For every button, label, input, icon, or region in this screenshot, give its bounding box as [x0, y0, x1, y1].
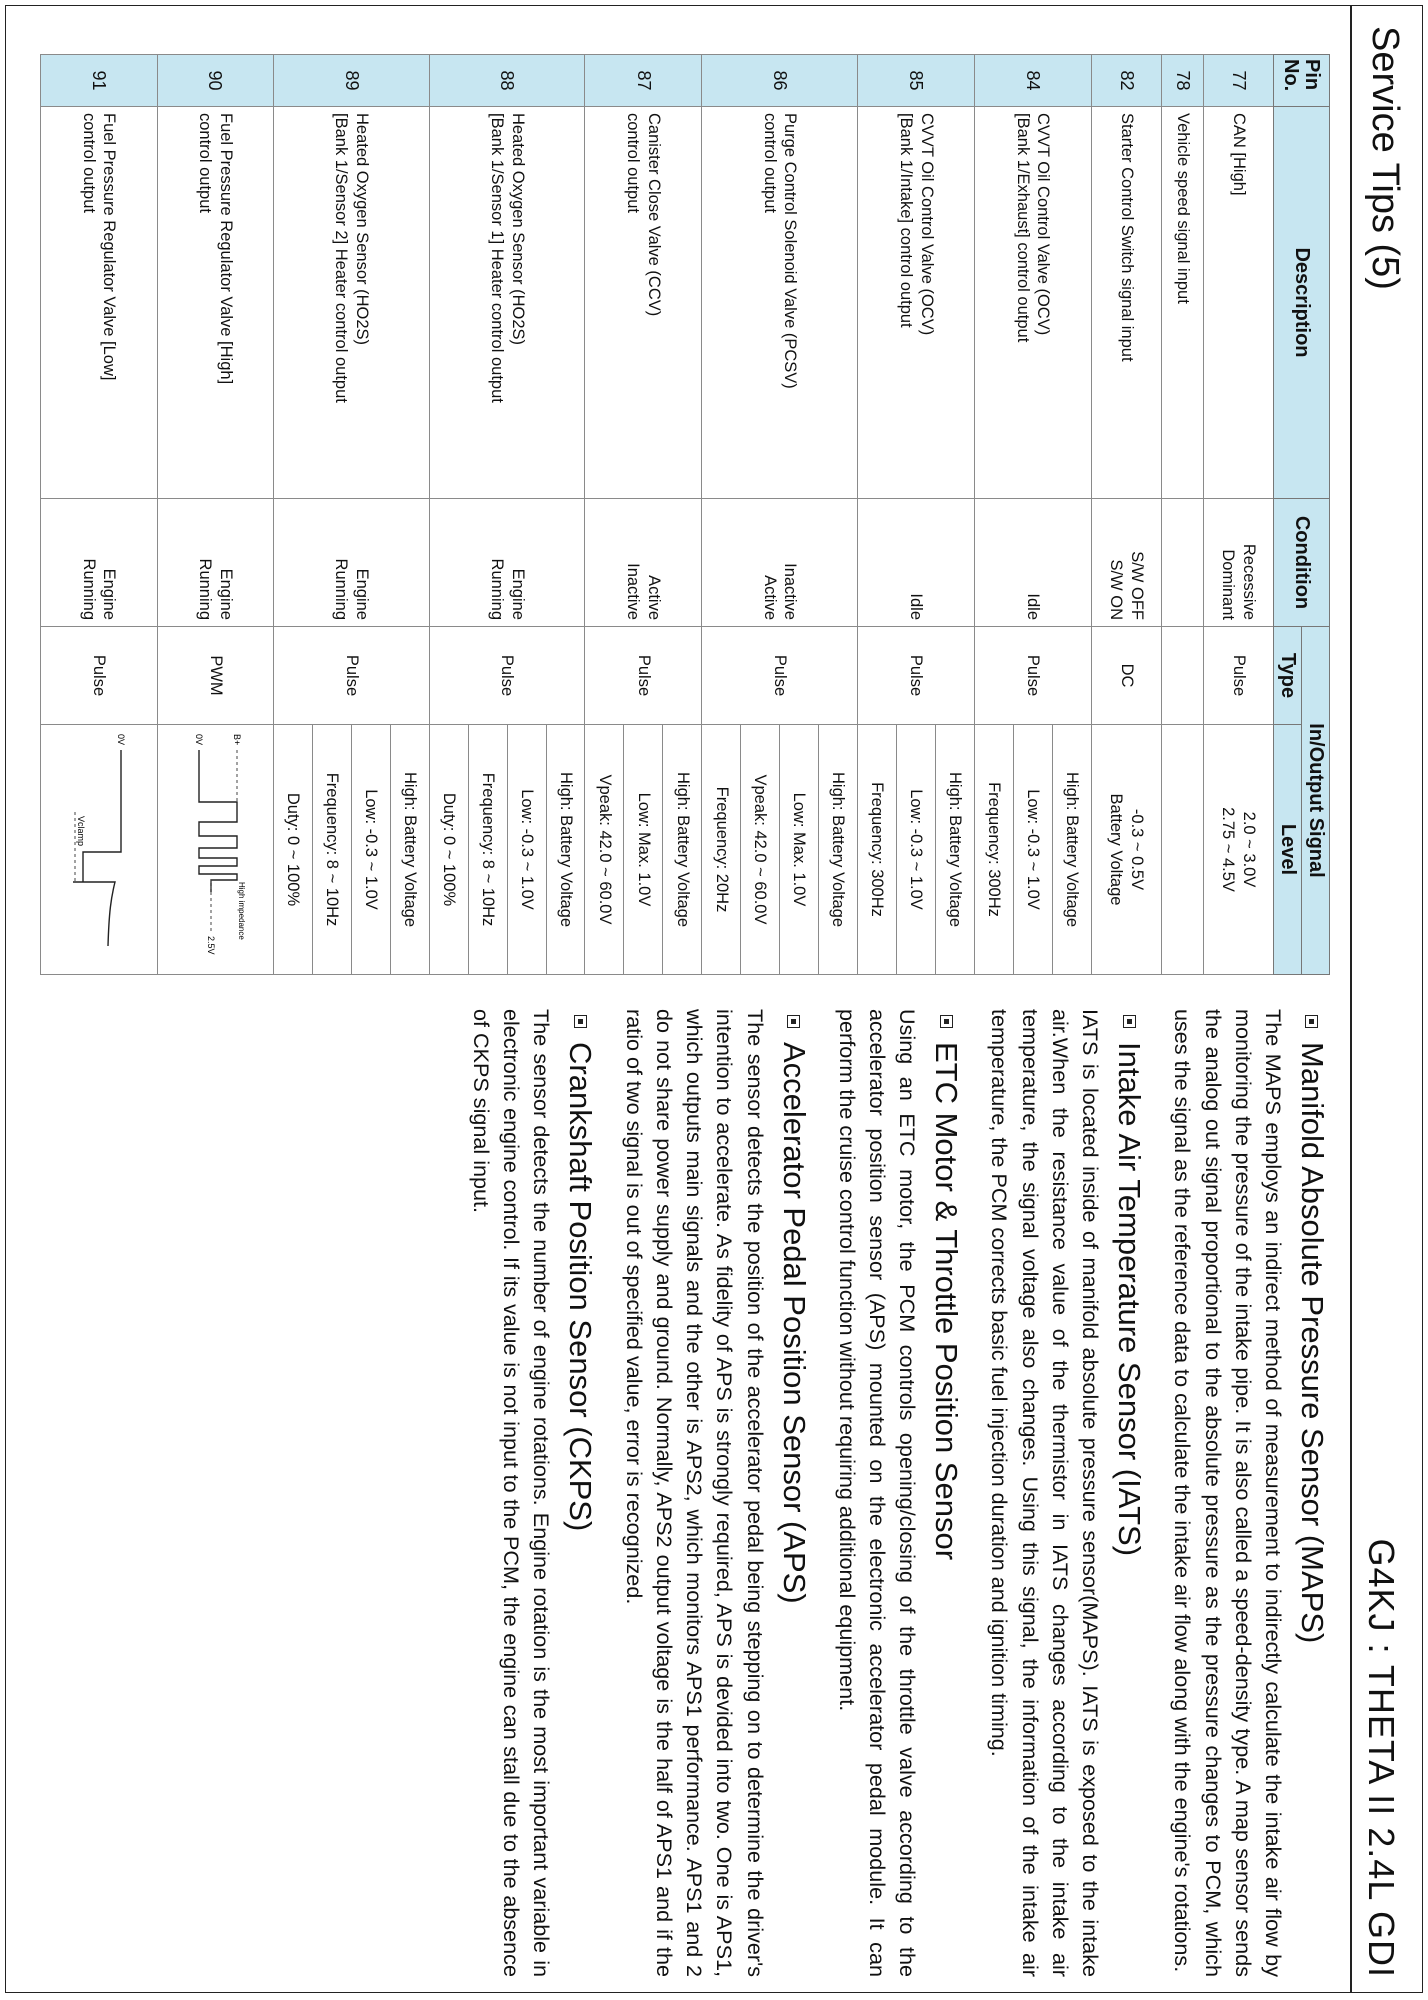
signal-level: Low: Max. 1.0V: [780, 725, 819, 975]
bplus-label: B+: [232, 733, 243, 745]
signal-type: Pulse: [1203, 627, 1273, 725]
topic-body: The sensor detects the position of the accelerator pedal being stepping on to determine the driver's intention to accelerate. As fidelity of APS is strongly required, APS is devided into two. One is APS1, which outputs main signals and the other is APS2, which monitors APS1 performance. APS1 and 2 do not share power supply and ground. Normally, APS2 output voltage is the half of APS1 and if the ratio of two signal is out of specified value, error is recognized.: [621, 1009, 768, 1977]
square-bullet-icon: [787, 1015, 800, 1028]
topic-section: [466, 1009, 599, 1977]
signal-description: Heated Oxygen Sensor (HO2S) [Bank 1/Sensor 2] Heater control output: [273, 107, 429, 499]
square-bullet-icon: [1123, 1015, 1136, 1028]
signal-level: High: Battery Voltage: [1052, 725, 1091, 975]
signal-type: [1161, 627, 1203, 725]
topic-heading: [928, 1009, 964, 1977]
signal-condition: Engine Running: [273, 499, 429, 627]
signal-description: Fuel Pressure Regulator Valve [High] control output: [157, 107, 273, 499]
signal-level: High: Battery Voltage: [819, 725, 858, 975]
signal-description: Starter Control Switch signal input: [1091, 107, 1161, 499]
signal-level: Frequency: 300Hz: [974, 725, 1013, 975]
topic-heading: [563, 1009, 599, 1977]
signal-condition: Idle: [858, 499, 975, 627]
signal-level: High: Battery Voltage: [935, 725, 974, 975]
signal-level: Duty: 0 ~ 100%: [429, 725, 468, 975]
signal-type: Pulse: [702, 627, 858, 725]
pin-number: 78: [1161, 55, 1203, 107]
topic-section: [832, 1009, 965, 1977]
table-row: [1052, 55, 1091, 975]
topic-title: Manifold Absolute Pressure Sensor (MAPS): [1295, 1042, 1330, 1644]
header-description: Description: [1274, 107, 1330, 499]
signal-description: CAN [High]: [1203, 107, 1273, 499]
signal-level: Frequency: 8 ~ 10Hz: [312, 725, 351, 975]
table-row: [935, 55, 974, 975]
table-body: [41, 55, 1274, 975]
signal-condition: Inactive Active: [702, 499, 858, 627]
pin-number: 87: [585, 55, 702, 107]
square-bullet-icon: [1306, 1015, 1319, 1028]
signal-condition: Idle: [974, 499, 1091, 627]
pin-number: 90: [157, 55, 273, 107]
pin-number: 89: [273, 55, 429, 107]
topic-body: IATS is located inside of manifold absolute pressure sensor(MAPS). IATS is exposed to the intake air.When the resistance value of the thermistor in IATS changes according to the intake air temperature, the signal voltage also changes. Using this signal, the information of the intake air temperature, the PCM corrects basic fuel injection duration and ignition timing.: [987, 1009, 1104, 1977]
v25-label: 2.5V: [206, 935, 217, 955]
topic-section: [984, 1009, 1147, 1977]
pwm-trace: [199, 750, 237, 892]
table-row: [1091, 55, 1161, 975]
signal-level: Vpeak: 42.0 ~ 60.0V: [585, 725, 624, 975]
topic-body: The MAPS employs an indirect method of measurement to indirectly calculate the intake air flow by monitoring the pressure of the intake pipe. It is also called a speed-density type. A map sensor sends the analog out signal proportional to the absolute pressure as the pressure changes to PCM, which uses the signal as the reference data to calculate the intake air flow along with the engine's rotations.: [1170, 1009, 1286, 1977]
signal-description: Canister Close Valve (CCV) control output: [585, 107, 702, 499]
zero-v-label: 0V: [115, 733, 126, 745]
table-row: [1203, 55, 1273, 975]
topic-title: Crankshaft Position Sensor (CKPS): [563, 1042, 599, 1532]
signal-condition: Engine Running: [429, 499, 585, 627]
signal-condition: Recessive Dominant: [1203, 499, 1273, 627]
vclamp-label: Vclamp: [75, 815, 86, 846]
pulse-waveform: [69, 732, 135, 968]
waveform-cell: [41, 725, 158, 975]
topic-body: The sensor detects the number of engine rotations. Engine rotation is the most important variable in electronic engine control. If its value is not input to the PCM, the engine can stall due to the absence of CKPS signal input.: [469, 1009, 555, 1977]
signal-condition: S/W OFF S/W ON: [1091, 499, 1161, 627]
topic-heading: [776, 1009, 812, 1977]
signal-condition: Engine Running: [157, 499, 273, 627]
header-condition: Condition: [1274, 499, 1330, 627]
topic-body: Using an ETC motor, the PCM controls opening/closing of the throttle valve according to the accelerator position sensor (APS) mounted on the electronic accelerator pedal module. It can perform the cruise control function without requiring additional equipment.: [834, 1009, 921, 1977]
signal-condition: [1161, 499, 1203, 627]
signal-level: High: Battery Voltage: [390, 725, 429, 975]
pin-number: 88: [429, 55, 585, 107]
signal-level: Frequency: 8 ~ 10Hz: [468, 725, 507, 975]
pulse-trace: [73, 750, 121, 946]
square-bullet-icon: [940, 1015, 953, 1028]
signal-level: Frequency: 300Hz: [858, 725, 897, 975]
table-row: [390, 55, 429, 975]
header-io-signal: In/Output Signal: [1302, 627, 1330, 975]
zero-v-label: 0V: [194, 733, 205, 745]
table-row: [663, 55, 702, 975]
topic-section: [1167, 1009, 1330, 1977]
signal-level: [1161, 725, 1203, 975]
signal-level: -0.3 ~ 0.5V Battery Voltage: [1091, 725, 1161, 975]
table-row: [1161, 55, 1203, 975]
signal-level: Low: -0.3 ~ 1.0V: [351, 725, 390, 975]
page-frame: [5, 5, 1423, 1993]
signal-type: Pulse: [585, 627, 702, 725]
signal-description: Purge Control Solenoid Valve (PCSV) control output: [702, 107, 858, 499]
topic-section: [619, 1009, 812, 1977]
topic-title: Accelerator Pedal Position Sensor (APS): [776, 1042, 812, 1604]
engine-model-label: G4KJ : THETA II 2.4L GDI: [1361, 1538, 1402, 1978]
waveform-cell: [157, 725, 273, 975]
signal-level: High: Battery Voltage: [663, 725, 702, 975]
signal-type: Pulse: [273, 627, 429, 725]
signal-condition: Active Inactive: [585, 499, 702, 627]
signal-level: Vpeak: 42.0 ~ 60.0V: [741, 725, 780, 975]
signal-level: Low: -0.3 ~ 1.0V: [507, 725, 546, 975]
page-title: Service Tips (5): [1364, 26, 1406, 290]
header-divider: [1350, 6, 1352, 1992]
pin-number: 86: [702, 55, 858, 107]
signal-type: Pulse: [429, 627, 585, 725]
signal-level: Low: -0.3 ~ 1.0V: [1013, 725, 1052, 975]
sensor-topics: [446, 1009, 1330, 1977]
signal-level: Frequency: 20Hz: [702, 725, 741, 975]
pin-number: 85: [858, 55, 975, 107]
signal-description: CVVT Oil Control Valve (OCV) [Bank 1/Intake] control output: [858, 107, 975, 499]
pwm-waveform: [185, 732, 251, 968]
topic-heading: [1111, 1009, 1147, 1977]
high-impedance-label: High impedance: [237, 881, 247, 940]
header-level: Level: [1274, 725, 1302, 975]
signal-type: Pulse: [974, 627, 1091, 725]
table-row: [41, 55, 158, 975]
signal-description: Fuel Pressure Regulator Valve [Low] control output: [41, 107, 158, 499]
pin-number: 82: [1091, 55, 1161, 107]
topic-title: ETC Motor & Throttle Position Sensor: [929, 1042, 965, 1561]
signal-level: Low: -0.3 ~ 1.0V: [896, 725, 935, 975]
pin-number: 84: [974, 55, 1091, 107]
table-row: [157, 55, 273, 975]
signal-level: 2.0 ~ 3.0V 2.75 ~ 4.5V: [1203, 725, 1273, 975]
header-type: Type: [1274, 627, 1302, 725]
pin-number: 91: [41, 55, 158, 107]
signal-level: High: Battery Voltage: [546, 725, 585, 975]
header-pin-no: Pin No.: [1274, 55, 1330, 107]
signal-level: Duty: 0 ~ 100%: [273, 725, 312, 975]
signal-condition: Engine Running: [41, 499, 158, 627]
signal-description: CVVT Oil Control Valve (OCV) [Bank 1/Exhaust] control output: [974, 107, 1091, 499]
table-row: [819, 55, 858, 975]
topic-heading: [1294, 1009, 1330, 1977]
table-row: [546, 55, 585, 975]
signal-level: Low: Max. 1.0V: [624, 725, 663, 975]
signal-description: Heated Oxygen Sensor (HO2S) [Bank 1/Sensor 1] Heater control output: [429, 107, 585, 499]
signal-type: DC: [1091, 627, 1161, 725]
pin-number: 77: [1203, 55, 1273, 107]
signal-description: Vehicle speed signal input: [1161, 107, 1203, 499]
pin-signal-table: [40, 54, 1330, 975]
topic-title: Intake Air Temperature Sensor (IATS): [1112, 1042, 1148, 1557]
square-bullet-icon: [574, 1015, 587, 1028]
signal-type: Pulse: [858, 627, 975, 725]
signal-type: Pulse: [41, 627, 158, 725]
signal-type: PWM: [157, 627, 273, 725]
